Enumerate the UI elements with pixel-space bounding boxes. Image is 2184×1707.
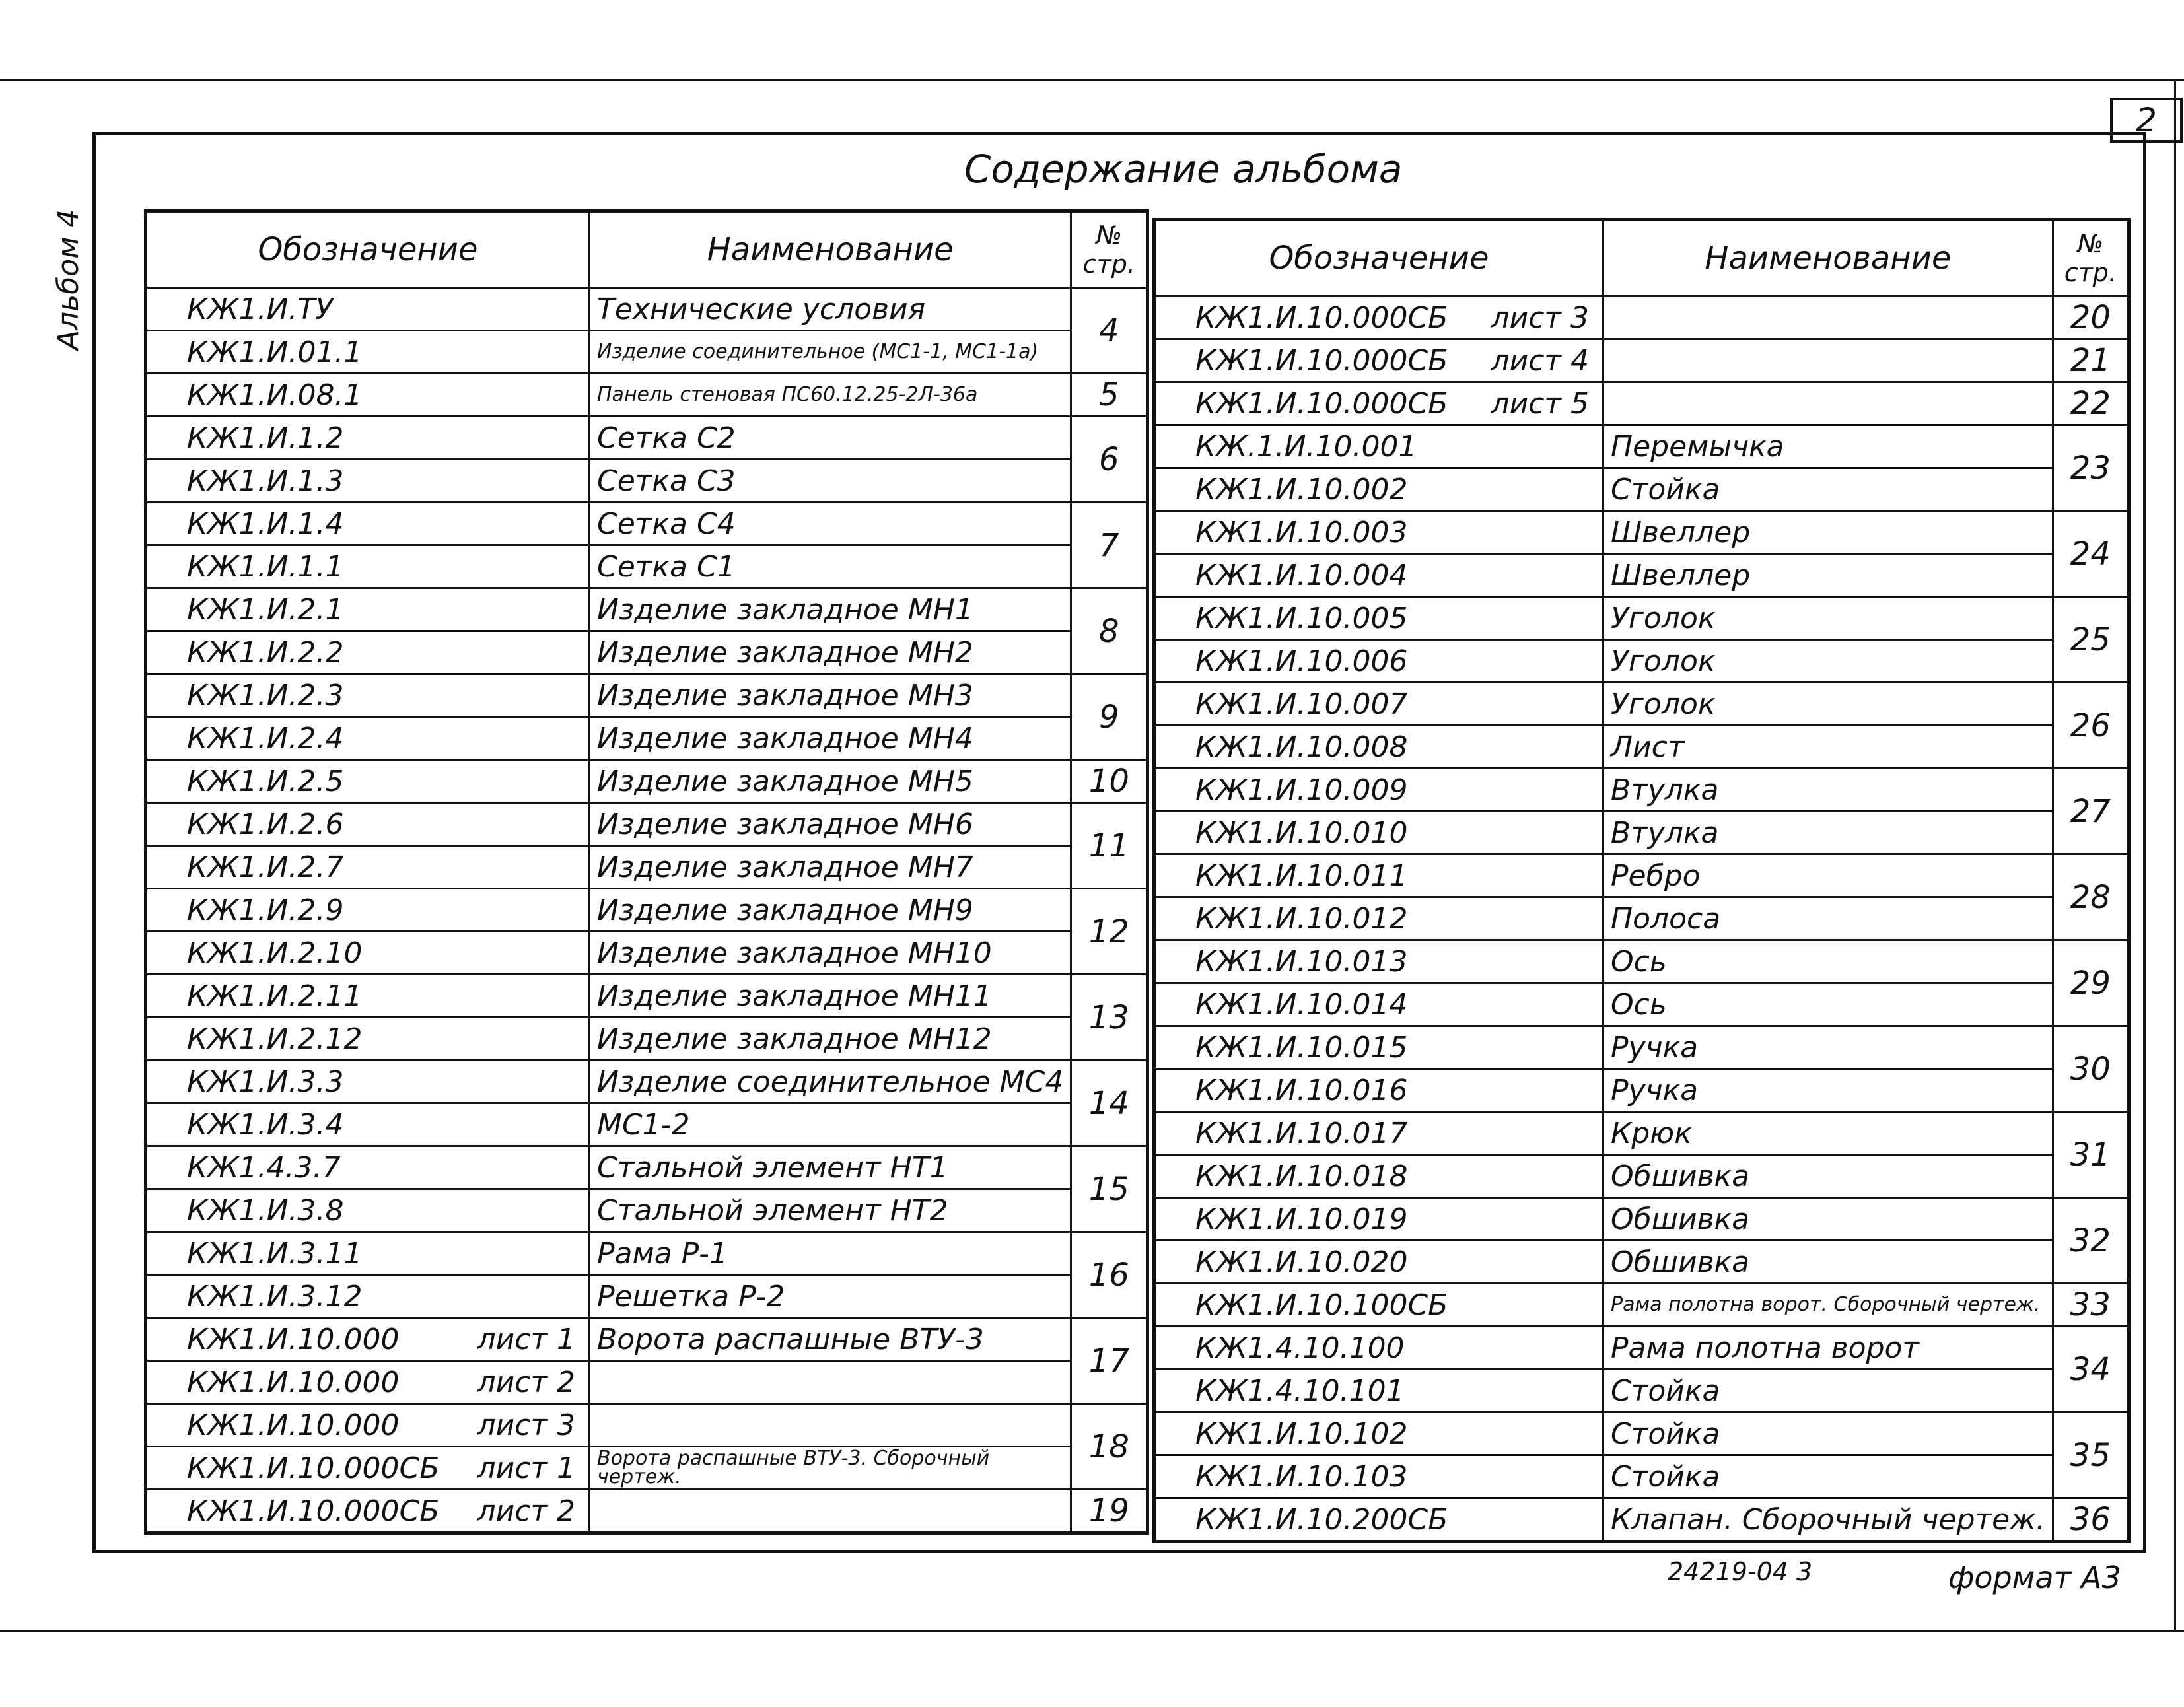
designation-cell: КЖ1.И.2.2 [146,631,590,674]
designation-cell: КЖ1.И.10.003 [1154,511,1603,554]
name-cell: Ворота распашные ВТУ-3. Сборочный чертеж. [590,1447,1071,1490]
page-number-cell: 15 [1071,1146,1148,1232]
table-row [1154,897,2129,940]
designation-cell: КЖ1.И.3.12 [146,1275,590,1318]
designation-cell: КЖ1.И.1.3 [146,460,590,503]
designation-cell: КЖ1.И.10.103 [1154,1455,1603,1498]
page-number-cell: 11 [1071,803,1148,889]
table-row [146,889,1148,932]
name-cell [590,1361,1071,1404]
name-cell [590,1490,1071,1533]
table-row [146,932,1148,975]
page-number-cell: 19 [1071,1490,1148,1533]
table-row [146,288,1148,331]
designation-cell: КЖ1.И.10.014 [1154,983,1603,1026]
name-cell [1603,339,2053,382]
name-cell: МС1-2 [590,1103,1071,1146]
designation-cell: КЖ1.И.2.7 [146,846,590,889]
designation-cell: КЖ1.И.1.4 [146,503,590,545]
designation-cell: КЖ1.И.2.1 [146,588,590,631]
name-cell: Крюк [1603,1112,2053,1155]
designation-cell: КЖ1.И.10.011 [1154,854,1603,897]
page-number-cell: 25 [2053,597,2129,683]
page-number-cell: 36 [2053,1498,2129,1542]
page-number-cell: 35 [2053,1412,2129,1498]
table-row [1154,339,2129,382]
table-row [1154,769,2129,812]
name-cell: Ребро [1603,854,2053,897]
designation-cell: КЖ1.И.10.020 [1154,1241,1603,1284]
name-cell: Стойка [1603,468,2053,511]
name-cell: Полоса [1603,897,2053,940]
table-row [146,674,1148,717]
page-number-cell: 34 [2053,1327,2129,1412]
table-row [1154,1455,2129,1498]
table-row [146,417,1148,460]
table-row [146,374,1148,417]
designation-cell: КЖ.1.И.10.001 [1154,425,1603,468]
designation-cell: КЖ1.И.2.10 [146,932,590,975]
page-number-cell: 24 [2053,511,2129,597]
name-cell: Рама полотна ворот [1603,1327,2053,1370]
designation-cell: КЖ1.И.10.018 [1154,1155,1603,1198]
name-cell: Изделие закладное МН6 [590,803,1071,846]
sheet-format: формат А3 [1948,1560,2121,1595]
designation-cell: КЖ1.И.10.000СБ лист 4 [1154,339,1603,382]
name-cell [1603,296,2053,339]
page-number-cell: 10 [1071,760,1148,803]
table-row [146,717,1148,760]
table-row [146,803,1148,846]
name-cell: Стойка [1603,1455,2053,1498]
table-row [146,1404,1148,1447]
designation-cell: КЖ1.И.10.000СБ лист 5 [1154,382,1603,425]
page-title: Содержание альбома [964,147,1403,192]
designation-cell: КЖ1.И.10.000СБ лист 1 [146,1447,590,1490]
table-row [146,846,1148,889]
designation-cell: КЖ1.И.3.11 [146,1232,590,1275]
table-row [1154,1412,2129,1455]
name-cell: Стальной элемент НТ2 [590,1189,1071,1232]
table-row [1154,812,2129,854]
designation-cell: КЖ1.И.10.019 [1154,1198,1603,1241]
name-cell: Изделие закладное МН10 [590,932,1071,975]
designation-cell: КЖ1.И.10.000 лист 1 [146,1318,590,1361]
top-trim-line [0,79,2184,81]
table-row [146,1361,1148,1404]
designation-cell: КЖ1.4.10.101 [1154,1370,1603,1412]
page-number-cell: 21 [2053,339,2129,382]
name-cell: Втулка [1603,769,2053,812]
designation-cell: КЖ1.И.01.1 [146,331,590,374]
designation-cell: КЖ1.И.10.017 [1154,1112,1603,1155]
name-cell: Обшивка [1603,1198,2053,1241]
designation-cell: КЖ1.И.10.016 [1154,1069,1603,1112]
left-table-body [146,288,1148,1533]
page-number-cell: 14 [1071,1061,1148,1146]
table-row [146,1018,1148,1061]
name-cell: Сетка С1 [590,545,1071,588]
name-cell: Решетка Р-2 [590,1275,1071,1318]
header-designation: Обозначение [1154,220,1603,296]
table-row [146,1189,1148,1232]
designation-cell: КЖ1.И.10.013 [1154,940,1603,983]
designation-cell: КЖ1.И.3.8 [146,1189,590,1232]
name-cell: Перемычка [1603,425,2053,468]
page-number-cell: 28 [2053,854,2129,940]
table-row [146,1447,1148,1490]
page-number-cell: 18 [1071,1404,1148,1490]
designation-cell: КЖ1.И.10.000СБ лист 2 [146,1490,590,1533]
name-cell: Изделие закладное МН4 [590,717,1071,760]
designation-cell: КЖ1.И.10.009 [1154,769,1603,812]
sheet-label: лист 4 [1491,343,1589,378]
name-cell [1603,382,2053,425]
page-number-cell: 8 [1071,588,1148,674]
designation-cell: КЖ1.И.3.4 [146,1103,590,1146]
contents-table-right [1152,218,2131,1543]
page-number-cell: 16 [1071,1232,1148,1318]
page-number-cell: 32 [2053,1198,2129,1284]
name-cell: Ручка [1603,1026,2053,1069]
sheet-label: лист 1 [477,1322,575,1356]
table-row [146,1275,1148,1318]
designation-cell: КЖ1.И.2.5 [146,760,590,803]
page-number-cell: 26 [2053,683,2129,769]
designation-cell: КЖ1.И.10.004 [1154,554,1603,597]
name-cell: Уголок [1603,683,2053,726]
page-number-cell: 20 [2053,296,2129,339]
designation-cell: КЖ1.И.10.010 [1154,812,1603,854]
table-row [1154,1327,2129,1370]
table-row [146,1103,1148,1146]
table-row [1154,854,2129,897]
designation-cell: КЖ1.4.10.100 [1154,1327,1603,1370]
name-cell: Изделие закладное МН7 [590,846,1071,889]
sheet-label: лист 5 [1491,386,1589,421]
table-row [1154,1155,2129,1198]
page-number-cell: 31 [2053,1112,2129,1198]
page-number-cell: 33 [2053,1284,2129,1327]
designation-cell: КЖ1.И.2.9 [146,889,590,932]
table-row [1154,640,2129,683]
sheet-label: лист 3 [1491,300,1589,335]
designation-cell: КЖ1.4.3.7 [146,1146,590,1189]
designation-cell: КЖ1.И.10.005 [1154,597,1603,640]
designation-cell: КЖ1.И.10.002 [1154,468,1603,511]
table-row [146,760,1148,803]
table-row [146,460,1148,503]
name-cell: Швеллер [1603,511,2053,554]
right-table-body [1154,296,2129,1542]
header-designation: Обозначение [146,211,590,288]
name-cell: Изделие закладное МН3 [590,674,1071,717]
designation-cell: КЖ1.И.10.100СБ [1154,1284,1603,1327]
designation-cell: КЖ1.И.10.000СБ лист 3 [1154,296,1603,339]
name-cell: Сетка С3 [590,460,1071,503]
table-row [1154,683,2129,726]
table-row [146,1061,1148,1103]
designation-cell: КЖ1.И.3.3 [146,1061,590,1103]
page-number-cell: 12 [1071,889,1148,975]
table-row [1154,296,2129,339]
designation-cell: КЖ1.И.2.12 [146,1018,590,1061]
page-number-cell: 9 [1071,674,1148,760]
table-row [1154,1284,2129,1327]
table-row [146,631,1148,674]
name-cell: Изделие закладное МН11 [590,975,1071,1018]
name-cell: Ось [1603,940,2053,983]
table-row [1154,1198,2129,1241]
sheet-label: лист 1 [477,1451,575,1485]
name-cell: Изделие соединительное МС4 [590,1061,1071,1103]
table-row [146,1232,1148,1275]
header-page: № стр. [2053,220,2129,296]
page-number-cell: 23 [2053,425,2129,511]
designation-cell: КЖ1.И.2.4 [146,717,590,760]
table-row [146,331,1148,374]
table-row [146,975,1148,1018]
name-cell: Уголок [1603,640,2053,683]
table-row [1154,468,2129,511]
table-row [1154,597,2129,640]
name-cell: Рама Р-1 [590,1232,1071,1275]
sheet-label: лист 2 [477,1365,575,1399]
table-row [1154,1370,2129,1412]
designation-cell: КЖ1.И.1.2 [146,417,590,460]
page-number-cell: 6 [1071,417,1148,503]
table-row [1154,1241,2129,1284]
page-number-cell: 30 [2053,1026,2129,1112]
page-number-cell: 7 [1071,503,1148,588]
designation-cell: КЖ1.И.2.11 [146,975,590,1018]
name-cell: Втулка [1603,812,2053,854]
sheet-label: лист 2 [477,1494,575,1528]
designation-cell: КЖ1.И.10.007 [1154,683,1603,726]
name-cell: Клапан. Сборочный чертеж. [1603,1498,2053,1542]
name-cell: Уголок [1603,597,2053,640]
table-row [1154,1112,2129,1155]
page-number-cell: 13 [1071,975,1148,1061]
designation-cell: КЖ1.И.1.1 [146,545,590,588]
table-row [1154,983,2129,1026]
designation-cell: КЖ1.И.10.012 [1154,897,1603,940]
sheet-number: 2 [2110,98,2183,143]
table-row [146,503,1148,545]
name-cell: Изделие закладное МН12 [590,1018,1071,1061]
name-cell: Сетка С4 [590,503,1071,545]
header-name: Наименование [590,211,1071,288]
name-cell: Ворота распашные ВТУ-3 [590,1318,1071,1361]
name-cell: Панель стеновая ПС60.12.25-2Л-36а [590,374,1071,417]
page-number-cell: 22 [2053,382,2129,425]
page-number-cell: 27 [2053,769,2129,854]
table-row [146,1490,1148,1533]
page-number-cell: 4 [1071,288,1148,374]
name-cell: Швеллер [1603,554,2053,597]
designation-cell: КЖ1.И.2.3 [146,674,590,717]
page-number-cell: 17 [1071,1318,1148,1404]
bottom-trim-line [0,1630,2184,1632]
designation-cell: КЖ1.И.ТУ [146,288,590,331]
designation-cell: КЖ1.И.08.1 [146,374,590,417]
header-page: № стр. [1071,211,1148,288]
table-row [146,545,1148,588]
name-cell: Изделие соединительное (МС1-1, МС1-1а) [590,331,1071,374]
table-row [1154,726,2129,769]
name-cell: Ось [1603,983,2053,1026]
header-name: Наименование [1603,220,2053,296]
designation-cell: КЖ1.И.10.008 [1154,726,1603,769]
right-trim-line [2174,79,2176,1631]
contents-table-left [144,209,1149,1535]
page-number-cell: 5 [1071,374,1148,417]
name-cell: Лист [1603,726,2053,769]
table-row [1154,940,2129,983]
table-row [146,1318,1148,1361]
name-cell [590,1404,1071,1447]
table-row [1154,511,2129,554]
name-cell: Изделие закладное МН2 [590,631,1071,674]
designation-cell: КЖ1.И.2.6 [146,803,590,846]
name-cell: Ручка [1603,1069,2053,1112]
name-cell: Стойка [1603,1412,2053,1455]
page-number-cell: 29 [2053,940,2129,1026]
table-header [146,211,1148,288]
table-header [1154,220,2129,296]
name-cell: Технические условия [590,288,1071,331]
document-code: 24219-04 3 [1668,1557,1813,1586]
table-row [146,1146,1148,1189]
table-row [1154,1498,2129,1542]
designation-cell: КЖ1.И.10.015 [1154,1026,1603,1069]
name-cell: Обшивка [1603,1155,2053,1198]
name-cell: Стойка [1603,1370,2053,1412]
name-cell: Рама полотна ворот. Сборочный чертеж. [1603,1284,2053,1327]
album-side-label: Альбом 4 [52,209,85,350]
designation-cell: КЖ1.И.10.000 лист 3 [146,1404,590,1447]
table-row [1154,425,2129,468]
designation-cell: КЖ1.И.10.006 [1154,640,1603,683]
table-row [1154,382,2129,425]
table-row [146,588,1148,631]
name-cell: Стальной элемент НТ1 [590,1146,1071,1189]
name-cell: Обшивка [1603,1241,2053,1284]
designation-cell: КЖ1.И.10.200СБ [1154,1498,1603,1542]
designation-cell: КЖ1.И.10.102 [1154,1412,1603,1455]
name-cell: Сетка С2 [590,417,1071,460]
sheet-label: лист 3 [477,1408,575,1442]
name-cell: Изделие закладное МН1 [590,588,1071,631]
table-row [1154,1026,2129,1069]
table-row [1154,554,2129,597]
name-cell: Изделие закладное МН9 [590,889,1071,932]
table-row [1154,1069,2129,1112]
designation-cell: КЖ1.И.10.000 лист 2 [146,1361,590,1404]
name-cell: Изделие закладное МН5 [590,760,1071,803]
